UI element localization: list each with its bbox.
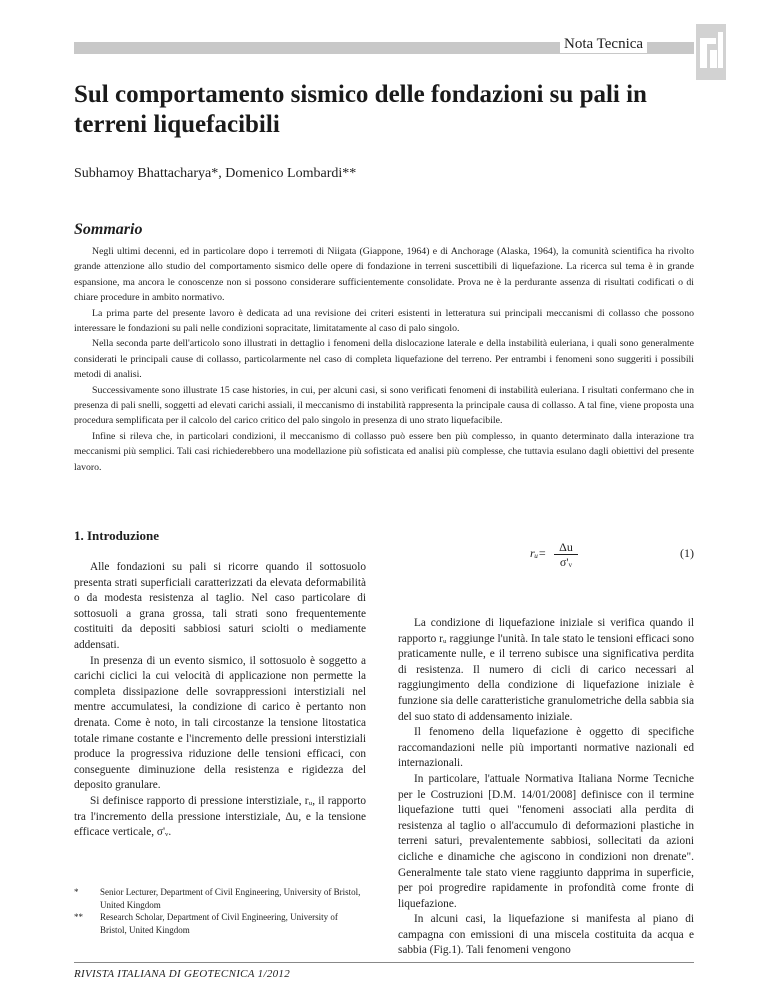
body-paragraph: Si definisce rapporto di pressione interstiziale, rᵤ, il rapporto tra l'incremento della pressione interstiziale, Δu, e la tensione efficace verticale, σ'ᵥ.	[74, 794, 366, 839]
article-title: Sul comportamento sismico delle fondazioni su pali in terreni liquefacibili	[74, 81, 647, 138]
abstract-body	[74, 244, 694, 475]
footnotes	[74, 886, 366, 936]
footer-divider	[74, 962, 694, 963]
footnote-text: Senior Lecturer, Department of Civil Engineering, University of Bristol, United Kingdom	[100, 887, 361, 910]
footnote-mark: **	[74, 912, 83, 922]
footnote	[74, 911, 366, 936]
abstract-paragraph: Nella seconda parte dell'articolo sono illustrati in dettaglio i fenomeni della dislocazione laterale e della instabilità euleriana, i quali sono generalmente considerati le principali cause di collasso, particolarmente nel caso di completa liquefazione del terreno. Per entrambi i fenomeni sono suggeriti i possibili metodi di analisi.	[74, 338, 694, 381]
body-paragraph: Il fenomeno della liquefazione è oggetto di specifiche raccomandazioni nelle più importanti normative nazionali ed internazionali.	[398, 726, 694, 770]
body-paragraph: In particolare, l'attuale Normativa Italiana Norme Tecniche per le Costruzioni [D.M. 14/01/2008] definisce con il termine liquefazione tutti quei "fenomeni associati alla perdita di resistenza al taglio o all'accumulo di deformazioni plastiche in terreni saturi, prevalentemente sabbiosi, sollecitati da azioni cicliche e dinamiche che agiscono in condizioni non drenate". Generalmente tale stato viene raggiunto dapprima in superficie, per poi progredire rapidamente in profondità come fronte di liquefazione.	[398, 772, 694, 910]
abstract-paragraph: Negli ultimi decenni, ed in particolare dopo i terremoti di Niigata (Giappone, 1964) e di Anchorage (Alaska, 1964), la comunità scientifica ha rivolto grande attenzione allo studio del comportamento sismico delle opere di fondazione in terreni suscettibili di liquefazione. La ricerca sul tema è in grande espansione, ma ancora le conoscenze non si possono considerare sufficientemente consolidate. Prova ne è la perdurante assenza di risultati codificati o di chiare procedure in ambito normativo.	[74, 246, 694, 304]
authors: Subhamoy Bhattacharya*, Domenico Lombardi**	[74, 166, 357, 181]
journal-logo-icon	[696, 24, 726, 80]
abstract-paragraph: Successivamente sono illustrate 15 case histories, in cui, per alcuni casi, si sono verificati fenomeni di instabilità euleriana. I risultati confermano che in presenza di pali snelli, soggetti ad elevati carichi assiali, il meccanismo di instabilità rappresenta la principale causa di collasso. A tal fine, viene proposta una procedura semplificata per il calcolo del carico critico del palo singolo in presenza di uno strato liquefacibile.	[74, 384, 694, 427]
equation-number: (1)	[680, 546, 694, 560]
footnote-mark: *	[74, 887, 79, 897]
equation-lhs: rᵤ=	[530, 546, 547, 560]
equation-fraction	[554, 540, 578, 569]
body-paragraph: Alle fondazioni su pali si ricorre quando il sottosuolo presenta strati superficiali caratterizzati da elevata deformabilità o da modesta resistenza al taglio. Nel caso particolare di sottosuoli a grana grossa, tali strati sono frequentemente costituiti da depositi sabbiosi saturi sciolti o mediamente addensati.	[74, 561, 366, 651]
footnote	[74, 886, 366, 911]
abstract-paragraph: La prima parte del presente lavoro è dedicata ad una revisione dei criteri esistenti in letteratura sui principali meccanismi di collasso che possono interessare le fondazioni su pali nelle condizioni sopracitate, limitatamente al caso di palo singolo.	[74, 307, 694, 335]
section-heading: 1. Introduzione	[74, 528, 159, 543]
body-paragraph: In presenza di un evento sismico, il sottosuolo è soggetto a carichi ciclici la cui velocità di applicazione non permette la completa dissipazione delle sovrappressioni interstiziali nel mentre accumulatesi, la condizione di carico è pertanto non drenata. Come è noto, in tali circostanze la tensione litostatica totale rimane costante e l'incremento delle pressioni interstiziali produce la progressiva riduzione delle tensioni efficaci, con conseguente diminuzione della resistenza e rigidezza del deposito granulare.	[74, 654, 366, 792]
body-paragraph: La condizione di liquefazione iniziale si verifica quando il rapporto rᵤ raggiunge l'unità. In tale stato le tensioni efficaci sono praticamente nulle, e il terreno subisce una significativa perdita di resistenza. Il numero di cicli di carico necessari al raggiungimento della condizione di liquefazione iniziale è funzione sia delle caratteristiche granulometriche della sabbia sia del suo stato di addensamento iniziale.	[398, 617, 694, 723]
equation-1	[530, 540, 694, 576]
equation-numerator: Δu	[554, 540, 578, 555]
equation-denominator: σ'ᵥ	[559, 555, 573, 569]
body-paragraph: In alcuni casi, la liquefazione si manifesta al piano di campagna con emissioni di una miscela costituita da acqua e sabbia (Fig.1). Tali fenomeni vengono	[398, 913, 694, 957]
right-column	[398, 616, 694, 959]
journal-footer: RIVISTA ITALIANA DI GEOTECNICA 1/2012	[74, 968, 291, 980]
left-column	[74, 560, 366, 841]
section-label: Nota Tecnica	[560, 36, 647, 53]
footnote-text: Research Scholar, Department of Civil Engineering, University of Bristol, United Kingdom	[100, 912, 338, 935]
abstract-heading: Sommario	[74, 221, 143, 238]
abstract-paragraph: Infine si rileva che, in particolari condizioni, il meccanismo di collasso può essere ben più complesso, in quanto determinato dalla interazione tra meccanismi più semplici. Tali casi richiederebbero una modellazione più sofisticata ed analisi più complesse, che tuttavia esulano dagli obiettivi del presente lavoro.	[74, 430, 694, 473]
